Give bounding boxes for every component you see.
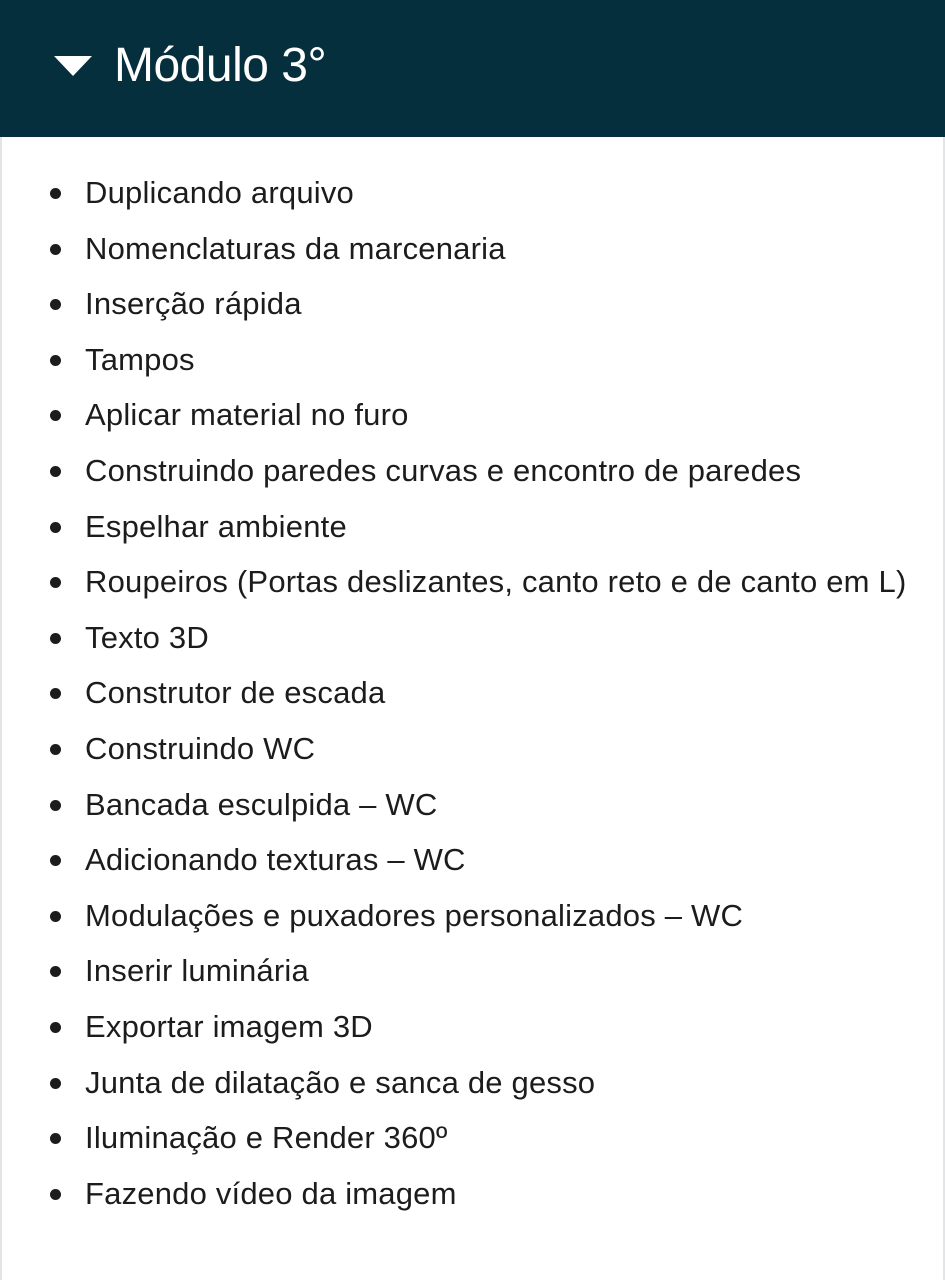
bullet-icon bbox=[50, 466, 61, 477]
list-item-label: Junta de dilatação e sanca de gesso bbox=[85, 1064, 596, 1100]
list-item-label: Roupeiros (Portas deslizantes, canto reto e de canto em L) bbox=[85, 564, 907, 600]
bullet-icon bbox=[50, 911, 61, 922]
list-item bbox=[2, 1055, 943, 1111]
bullet-icon bbox=[50, 800, 61, 811]
list-item bbox=[2, 665, 943, 721]
list-item bbox=[2, 832, 943, 888]
bullet-icon bbox=[50, 1022, 61, 1033]
list-item-label: Construindo WC bbox=[85, 730, 316, 766]
list-item-label: Inserir luminária bbox=[85, 953, 309, 989]
list-item bbox=[2, 1166, 943, 1222]
bullet-icon bbox=[50, 244, 61, 255]
list-item bbox=[2, 221, 943, 277]
list-item-label: Modulações e puxadores personalizados – WC bbox=[85, 897, 744, 933]
bullet-icon bbox=[50, 855, 61, 866]
bullet-icon bbox=[50, 688, 61, 699]
list-item-label: Construindo paredes curvas e encontro de paredes bbox=[85, 452, 802, 488]
list-item bbox=[2, 999, 943, 1055]
list-item bbox=[2, 499, 943, 555]
bullet-icon bbox=[50, 966, 61, 977]
list-item bbox=[2, 943, 943, 999]
bullet-icon bbox=[50, 577, 61, 588]
list-item-label: Espelhar ambiente bbox=[85, 508, 347, 544]
list-item bbox=[2, 888, 943, 944]
list-item-label: Exportar imagem 3D bbox=[85, 1008, 373, 1044]
list-item-label: Iluminação e Render 360º bbox=[85, 1120, 448, 1156]
list-item bbox=[2, 276, 943, 332]
bullet-icon bbox=[50, 1078, 61, 1089]
list-item-label: Adicionando texturas – WC bbox=[85, 842, 466, 878]
module-title: Módulo 3° bbox=[114, 39, 327, 92]
list-item-label: Construtor de escada bbox=[85, 675, 386, 711]
list-item bbox=[2, 165, 943, 221]
list-item bbox=[2, 721, 943, 777]
bullet-icon bbox=[50, 410, 61, 421]
list-item-label: Inserção rápida bbox=[85, 286, 302, 322]
list-item bbox=[2, 777, 943, 833]
list-item bbox=[2, 332, 943, 388]
bullet-icon bbox=[50, 744, 61, 755]
lesson-list bbox=[2, 137, 943, 1221]
bullet-icon bbox=[50, 522, 61, 533]
list-item bbox=[2, 610, 943, 666]
bullet-icon bbox=[50, 355, 61, 366]
bullet-icon bbox=[50, 633, 61, 644]
list-item-label: Fazendo vídeo da imagem bbox=[85, 1175, 457, 1211]
bullet-icon bbox=[50, 1189, 61, 1200]
bullet-icon bbox=[50, 299, 61, 310]
list-item-label: Texto 3D bbox=[85, 619, 209, 655]
module-content bbox=[0, 137, 945, 1280]
list-item-label: Bancada esculpida – WC bbox=[85, 786, 438, 822]
list-item-label: Nomenclaturas da marcenaria bbox=[85, 230, 506, 266]
list-item-label: Aplicar material no furo bbox=[85, 397, 409, 433]
bullet-icon bbox=[50, 1133, 61, 1144]
list-item-label: Tampos bbox=[85, 341, 195, 377]
caret-down-icon bbox=[54, 56, 92, 76]
module-accordion-header[interactable] bbox=[0, 0, 945, 137]
list-item bbox=[2, 554, 943, 610]
list-item-label: Duplicando arquivo bbox=[85, 175, 354, 210]
list-item bbox=[2, 1110, 943, 1166]
bullet-icon bbox=[50, 188, 61, 199]
list-item bbox=[2, 387, 943, 443]
list-item bbox=[2, 443, 943, 499]
